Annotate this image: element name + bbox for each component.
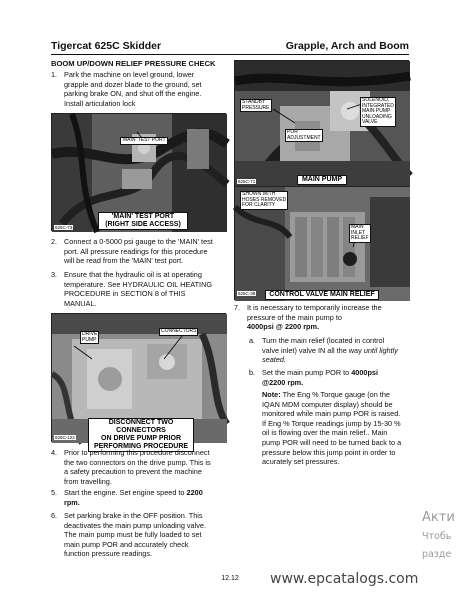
tag-line: RELIEF	[351, 235, 369, 241]
note-line-text: The Eng % Torque gauge (on the	[282, 390, 390, 399]
control-valve-ref: 625C-39	[238, 291, 256, 296]
caption-line: PERFORMING PROCEDURE	[93, 443, 189, 450]
step-number: 4.	[51, 448, 58, 457]
step-line-text: Start the engine. Set engine speed to	[64, 488, 187, 497]
connectors-tag: CONNECTORS	[161, 328, 197, 334]
step-number: 7.	[234, 303, 241, 312]
step-line: Install articulation lock	[64, 98, 136, 108]
note-line: pressure below this jump point in order to	[262, 447, 396, 457]
step-line: Connect a 0-5000 psi gauge to the 'MAIN' test	[64, 237, 213, 246]
step-line: Turn the main relief (located in control	[262, 336, 385, 345]
step-text	[64, 70, 202, 108]
caption-line: 'MAIN' TEST PORT	[111, 213, 175, 220]
step-line	[262, 346, 398, 356]
step-1	[51, 70, 231, 110]
caption-line: ON DRIVE PUMP PRIOR	[101, 435, 181, 442]
hoses-removed-tag	[240, 191, 288, 210]
step-line: 4000psi @ 2200 rpm.	[247, 322, 320, 332]
step-number: 5.	[51, 488, 58, 497]
page-number: 12.12	[221, 575, 239, 582]
test-port-ref: 625C-73	[55, 225, 73, 230]
tag-line: PUMP	[82, 336, 97, 343]
tag-line: INTEGRATED	[362, 102, 394, 109]
test-port-tag: 'MAIN' TEST PORT	[122, 137, 166, 143]
drive-pump-tag	[80, 331, 99, 344]
tag-line: SHOWN WITH	[242, 191, 276, 197]
step-line: PROCEDURE in SECTION 8 of THIS	[64, 289, 186, 299]
step-7b	[249, 368, 419, 388]
caption-line: (RIGHT SIDE ACCESS)	[105, 221, 181, 228]
activation-notice-line-1: Акти	[422, 510, 455, 525]
note-line: oil is flowing over the main relief.. Main	[262, 428, 388, 438]
step-line: Park the machine on level ground, lower	[64, 70, 195, 79]
step-7a	[249, 336, 419, 366]
step-line: main pump POR and accurately check	[64, 539, 189, 549]
step-text	[64, 448, 211, 486]
step-number: 2.	[51, 237, 58, 246]
tag-line: MAIN	[351, 224, 364, 230]
step-text	[247, 303, 382, 332]
tag-line: PRESSURE	[242, 104, 270, 111]
step-line: grapple and dozer blade to the ground, set	[64, 79, 202, 89]
step-line	[262, 368, 378, 378]
step-line	[64, 488, 203, 498]
drive-pump-caption	[88, 418, 194, 452]
step-3	[51, 270, 231, 310]
step-line: a safety precaution to prevent the machine	[64, 467, 202, 477]
page-header	[51, 40, 409, 54]
photo-drive-pump	[51, 313, 226, 450]
tag-line: VALVE	[362, 119, 378, 125]
tag-line: UNLOADING	[362, 113, 392, 120]
watermark-url: www.epcatalogs.com	[270, 571, 419, 587]
tag-line: MAIN PUMP	[362, 108, 391, 114]
step-line: rpm.	[64, 497, 80, 507]
step-line: the two connectors on the drive pump. This is	[64, 457, 211, 467]
step-line: function pressure readings.	[64, 549, 153, 559]
header-title-left: Tigercat 625C Skidder	[51, 40, 162, 52]
step-line-text: Set the main pump POR to	[262, 368, 352, 377]
main-inlet-relief-tag	[349, 224, 371, 243]
main-pump-ref: 625C-71	[238, 179, 256, 184]
photo-main-test-port	[51, 113, 226, 231]
control-valve-caption: CONTROL VALVE MAIN RELIEF	[265, 290, 379, 300]
tag-line: HOSES REMOVED	[242, 196, 287, 203]
header-title-right: Grapple, Arch and Boom	[285, 40, 409, 52]
step-line: @2200 rpm.	[262, 377, 304, 387]
tag-line: INLET	[351, 229, 366, 236]
photo-control-valve	[234, 186, 409, 300]
main-pump-caption: MAIN PUMP	[297, 175, 347, 185]
step-line: port. All pressure readings for this procedure	[64, 246, 208, 256]
note-line: IQAN MDM computer display) should be	[262, 399, 393, 409]
step-text	[262, 336, 398, 365]
step-7	[234, 303, 414, 333]
section-title: BOOM UP/DOWN RELIEF PRESSURE CHECK	[51, 59, 216, 68]
step-4	[51, 448, 231, 488]
step-number: 6.	[51, 511, 58, 520]
step-line-text: valve inlet) valve IN all the way	[262, 345, 362, 355]
photo-main-pump	[234, 60, 409, 186]
activation-notice-line-3: разде	[422, 549, 452, 560]
caption-line: DISCONNECT TWO CONNECTORS	[108, 419, 174, 434]
step-6	[51, 511, 231, 561]
tag-line: ADJUSTMENT	[287, 134, 321, 141]
note-line: pump POR will need to be turned back to a	[262, 437, 402, 447]
por-adjustment-tag	[285, 129, 323, 142]
note-block	[262, 390, 422, 470]
step-letter: b.	[249, 368, 256, 377]
step-line: temperature. See HYDRAULIC OIL HEATING	[64, 279, 213, 289]
step-text	[64, 237, 213, 266]
step-number: 1.	[51, 70, 58, 79]
note-label: Note:	[262, 390, 281, 399]
tag-line: SOLENOID,	[362, 97, 390, 103]
header-divider	[51, 54, 409, 55]
step-5	[51, 488, 231, 508]
step-line: It is necessary to temporarily increase the	[247, 303, 382, 312]
engine-speed-value: 2200	[186, 488, 203, 497]
activation-notice-line-2: Чтобь	[422, 531, 452, 542]
step-line: Prior to performing this procedure disconnect	[64, 448, 210, 457]
tag-line: STANDBY	[242, 99, 266, 105]
tag-line: DRIVE	[82, 331, 98, 337]
step-line: pressure of the main pump to	[247, 312, 342, 322]
step-number: 3.	[51, 270, 58, 279]
note-line: If Eng % Torque readings jump by 15-30 %	[262, 418, 401, 428]
standby-pressure-tag	[240, 99, 272, 112]
step-text	[262, 368, 378, 387]
step-text	[64, 488, 203, 507]
tag-line: FOR CLARITY	[242, 202, 276, 208]
step-line: seated.	[262, 355, 286, 365]
step-text	[64, 270, 212, 308]
note-line	[262, 390, 422, 400]
step-2	[51, 237, 231, 267]
step-line: parking brake ON, and shut off the engine.	[64, 89, 202, 99]
step-line: MANUAL.	[64, 298, 97, 308]
step-letter: a.	[249, 336, 256, 345]
test-port-caption	[98, 212, 188, 230]
note-line: monitored while main pump POR is raised.	[262, 409, 401, 419]
solenoid-valve-tag	[360, 97, 396, 127]
step-line: Set parking brake in the OFF position. This	[64, 511, 203, 520]
pressure-value: 4000psi	[351, 368, 379, 377]
step-line: Ensure that the hydraulic oil is at operating	[64, 270, 202, 279]
step-text	[64, 511, 206, 559]
step-line: The main pump must be fully loaded to set	[64, 530, 202, 540]
tag-line: POR	[287, 129, 298, 135]
step-line: from travelling.	[64, 476, 112, 486]
step-line-italic: until lightly	[363, 345, 398, 355]
step-line: will be read from the 'MAIN' test port.	[64, 256, 184, 266]
drive-pump-ref: 625C-122	[55, 435, 75, 440]
step-line: deactivates the main pump unloading valve.	[64, 520, 206, 530]
note-line: acurately set pressures.	[262, 457, 340, 467]
